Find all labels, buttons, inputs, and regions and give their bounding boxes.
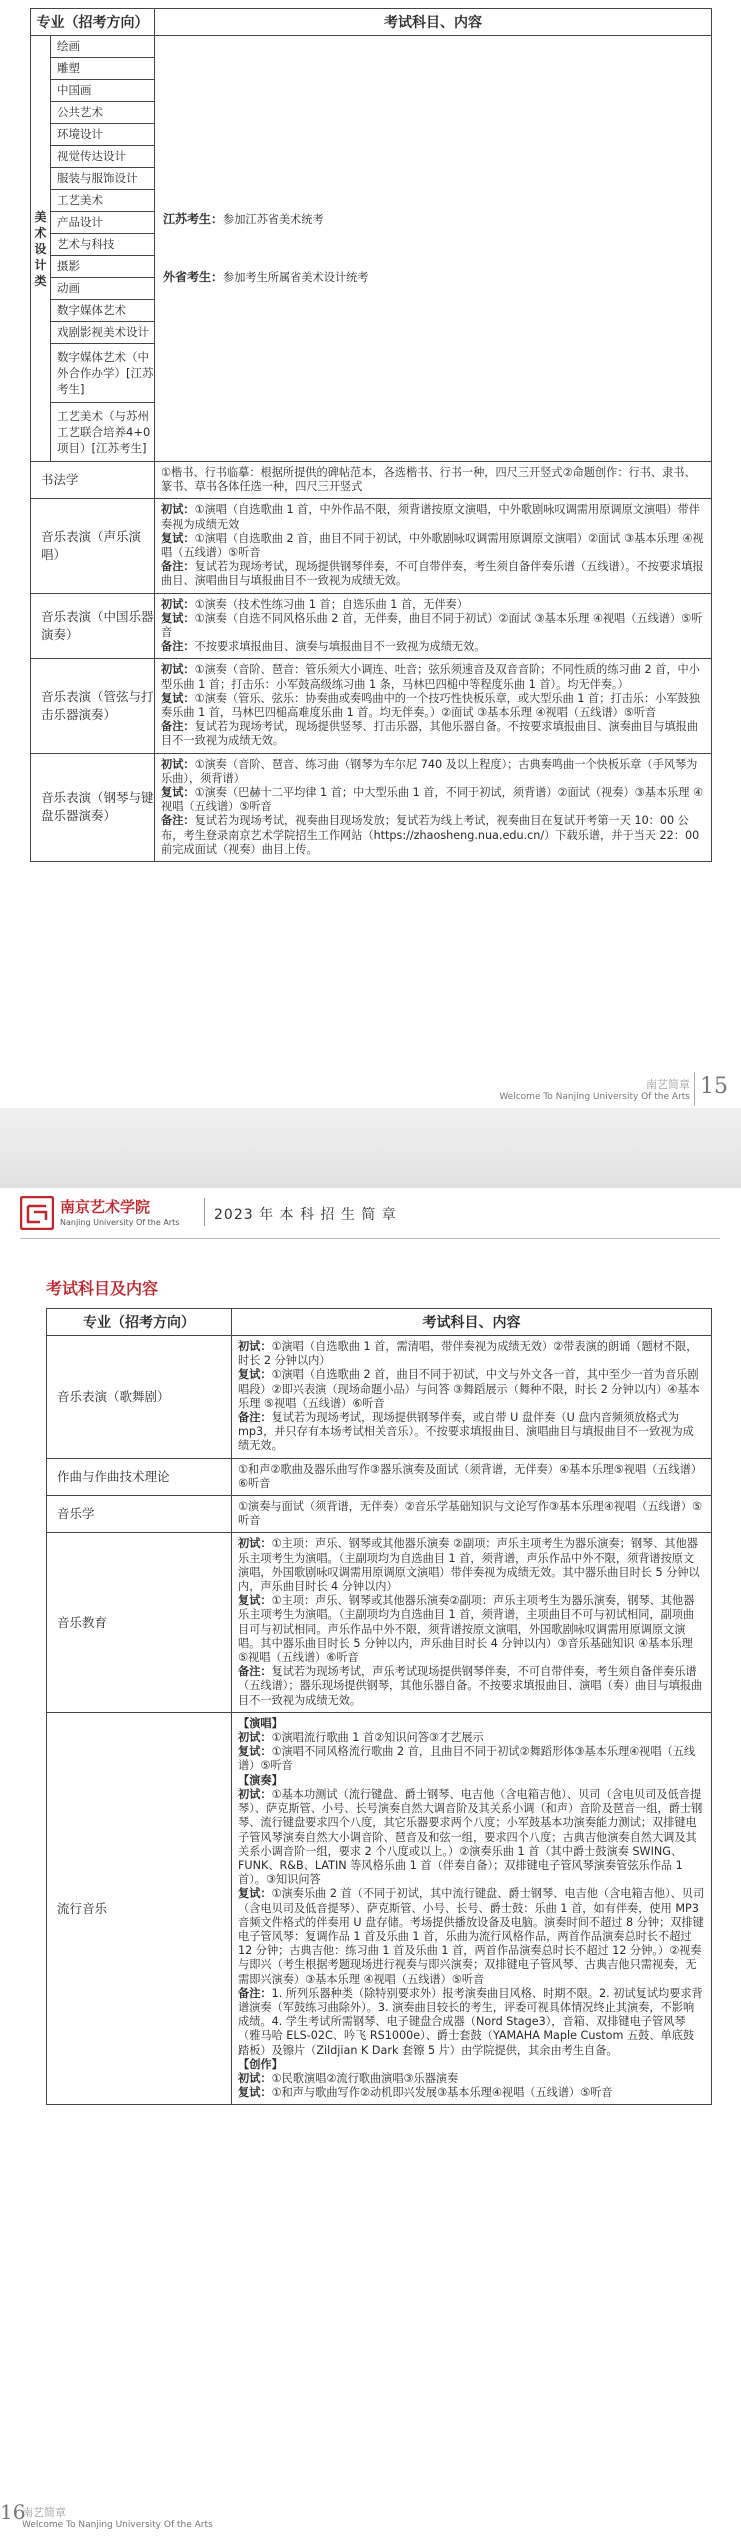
table-row	[31, 753, 712, 861]
major-name: 音乐表演（钢琴与键盘乐器演奏）	[31, 753, 155, 861]
exam-stage-text: 不按要求填报曲目、演奏与填报曲目不一致视为成绩无效。	[194, 640, 486, 654]
exam-stage-label: 备注：	[238, 1665, 272, 1679]
header-content: 考试科目、内容	[232, 1309, 712, 1336]
jiangsu-text: 参加江苏省美术统考	[223, 213, 324, 227]
exam-paragraph	[238, 1717, 705, 1731]
footer-divider	[694, 1072, 695, 1106]
major-name: 绘画	[51, 36, 155, 58]
footer-slogan: Welcome To Nanjing University Of the Arts	[22, 2520, 213, 2530]
major-name: 音乐表演（管弦与打击乐器演奏）	[31, 659, 155, 753]
exam-stage-label: 初试：	[161, 663, 195, 677]
section-title: 考试科目及内容	[46, 1279, 159, 1298]
exam-paragraph	[238, 1463, 705, 1491]
exam-stage-text: ①演唱流行歌曲 1 首②知识问答③才艺展示	[271, 1731, 484, 1745]
exam-stage-text: 1. 所列乐器种类（除特别要求外）报考演奏曲目风格、时期不限。2. 初试复试均要求背谱演奏（军鼓练习曲除外）。3. 演奏曲目较长的考生，评委可视具体情况终止其演奏，不影响成绩。4. 学生考试所需钢琴、电子键盘合成器（Nord Stage3），音箱、双排键电子管风琴（雅马哈 ELS-02C、吟飞 RS1000e）、爵士套鼓（YAMAHA Maple Custom 五鼓、单底鼓踏板）及镲片（Zildjian K Dark 套镲 5 片）由学院提供，其余由考生自备。	[238, 1986, 703, 2057]
exam-paragraph	[238, 1340, 705, 1368]
exam-paragraph	[238, 2058, 705, 2072]
exam-table-p16	[46, 1308, 712, 2105]
table-row	[31, 593, 712, 659]
exam-stage-label: 复试：	[161, 786, 195, 800]
page-gap	[0, 1108, 741, 1188]
university-name: 南京艺术学院	[60, 1198, 151, 1216]
exam-stage-label: 【演奏】	[238, 1773, 283, 1787]
table-row	[31, 659, 712, 753]
major-name: 音乐教育	[47, 1533, 232, 1712]
exam-paragraph	[161, 560, 705, 588]
header-major: 专业（招考方向）	[31, 9, 155, 36]
exam-paragraph	[161, 786, 705, 814]
outside-label: 外省考生：	[163, 269, 224, 284]
exam-stage-label: 复试：	[161, 531, 195, 545]
major-name: 音乐学	[47, 1496, 232, 1533]
major-name: 服装与服饰设计	[51, 168, 155, 190]
page-number: 16	[0, 2500, 26, 2524]
header-rule	[20, 1238, 720, 1239]
table-row	[47, 1336, 712, 1459]
exam-paragraph	[238, 1500, 705, 1528]
major-name: 作曲与作曲技术理论	[47, 1458, 232, 1495]
art-design-content	[155, 36, 712, 462]
exam-paragraph	[238, 1887, 705, 1986]
major-name: 中国画	[51, 80, 155, 102]
exam-stage-label: 备注：	[161, 640, 195, 654]
exam-stage-text: ①主项：声乐、钢琴或其他器乐演奏②副项：声乐主项考生为器乐演奏，钢琴、其他器乐主项考生为演唱。（主副项均为自选曲目 1 首，须背谱，主项曲目不可与初试相同，副项曲目可与初试相同。声乐作品中外不限，须背谱按原文演唱，外国歌剧咏叹调需用原调原文演唱。其中器乐曲目时长 5 分钟以内，声乐曲目时长 4 分钟以内）③音乐基础知识 ④基本乐理 ⑤视唱（五线谱）⑥听音	[238, 1594, 695, 1665]
table-row	[47, 1496, 712, 1533]
university-name-en: Nanjing University Of the Arts	[60, 1218, 180, 1227]
exam-stage-text: 复试若为现场考试，视奏曲目现场发放；复试若为线上考试，视奏曲目在复试开考第一天 10：00 公布，考生登录南京艺术学院招生工作网站（https://zhaosheng.nua.edu.cn/）下载乐谱，并于当天 22：00 前完成面试（视奏）曲目上传。	[161, 814, 700, 856]
exam-stage-label: 复试：	[161, 611, 195, 625]
exam-content	[232, 1533, 712, 1712]
exam-stage-text: ①演唱（自选歌曲 2 首，曲目不同于初试，中外歌剧咏叹调需用原调原文演唱）②面试 ③基本乐理 ④视唱（五线谱）⑤听音	[161, 531, 704, 560]
jiangsu-note	[163, 212, 705, 227]
major-name: 戏剧影视美术设计	[51, 322, 155, 344]
exam-paragraph	[238, 1537, 705, 1594]
exam-content	[232, 1336, 712, 1459]
major-name: 艺术与科技	[51, 234, 155, 256]
exam-stage-label: 初试：	[161, 757, 195, 771]
major-name: 流行音乐	[47, 1712, 232, 2104]
major-name: 工艺美术（与苏州工艺联合培养4+0项目）[江苏考生]	[51, 403, 155, 462]
exam-stage-text: ①和声②歌曲及器乐曲写作③器乐演奏及面试（须背谱，无伴奏）④基本乐理⑤视唱（五线谱）⑥听音	[238, 1462, 703, 1490]
exam-stage-label: 复试：	[238, 1594, 272, 1608]
exam-paragraph	[238, 1665, 705, 1708]
exam-content	[155, 499, 712, 593]
major-name: 公共艺术	[51, 102, 155, 124]
exam-paragraph	[238, 1774, 705, 1788]
major-name: 雕塑	[51, 58, 155, 80]
exam-paragraph	[161, 758, 705, 786]
footer-p15	[470, 1076, 690, 1102]
exam-stage-label: 【创作】	[238, 2057, 283, 2071]
exam-stage-text: ①演唱（自选歌曲 2 首，曲目不同于初试，中文与外文各一首，其中至少一首为音乐剧唱段）②即兴表演（现场命题小品）与问答 ③舞蹈展示（舞种不限，时长 2 分钟以内）④基本乐理 ⑤视唱（五线谱）⑥听音	[238, 1368, 700, 1410]
exam-stage-text: ①演唱（自选歌曲 1 首，中外作品不限，须背谱按原文演唱，中外歌剧咏叹调需用原调原文演唱）带伴奏视为成绩无效	[161, 503, 700, 531]
exam-content	[232, 1712, 712, 2104]
major-name: 视觉传达设计	[51, 146, 155, 168]
exam-paragraph	[161, 720, 705, 748]
exam-stage-label: 备注：	[238, 1986, 272, 2000]
brochure-title: 2023 年 本 科 招 生 简 章	[214, 1207, 397, 1223]
exam-paragraph	[238, 1368, 705, 1411]
table-row	[31, 499, 712, 593]
exam-paragraph	[161, 692, 705, 720]
exam-stage-label: 备注：	[161, 720, 195, 734]
major-name: 音乐表演（歌舞剧）	[47, 1336, 232, 1459]
header-major: 专业（招考方向）	[47, 1309, 232, 1336]
header-content: 考试科目、内容	[155, 9, 712, 36]
major-name: 音乐表演（中国乐器演奏）	[31, 593, 155, 659]
exam-paragraph	[238, 2072, 705, 2086]
table-row	[31, 462, 712, 499]
major-name: 音乐表演（声乐演唱）	[31, 499, 155, 593]
major-name: 摄影	[51, 256, 155, 278]
exam-content	[155, 753, 712, 861]
table-row	[47, 1458, 712, 1495]
exam-paragraph	[238, 1411, 705, 1454]
exam-paragraph	[161, 532, 705, 560]
exam-stage-text: ①演奏（自选不同风格乐曲 2 首，无伴奏，曲目不同于初试）②面试 ③基本乐理 ④视唱（五线谱）⑤听音	[161, 611, 703, 640]
university-logo-icon	[20, 1196, 54, 1230]
exam-stage-label: 初试：	[161, 503, 195, 517]
exam-stage-label: 备注：	[161, 814, 195, 828]
outside-note	[163, 270, 705, 285]
exam-stage-text: ①楷书、行书临摹：根据所提供的碑帖范本，各选楷书、行书一种，四尺三开竖式②命题创作：行书、隶书、篆书、草书各体任选一种，四尺三开竖式	[161, 466, 696, 494]
major-name: 数字媒体艺术	[51, 300, 155, 322]
page-number: 15	[700, 1074, 728, 1099]
exam-stage-label: 复试：	[238, 1368, 272, 1382]
table-row	[47, 1712, 712, 2104]
exam-stage-text: ①演奏与面试（须背谱，无伴奏）②音乐学基础知识与文论写作③基本乐理④视唱（五线谱）⑤听音	[238, 1500, 703, 1528]
exam-stage-label: 备注：	[161, 560, 195, 574]
exam-stage-text: ①和声与歌曲写作②动机即兴发展③基本乐理④视唱（五线谱）⑤听音	[271, 2086, 613, 2100]
exam-content	[155, 593, 712, 659]
major-name: 工艺美术	[51, 190, 155, 212]
major-name: 书法学	[31, 462, 155, 499]
outside-text: 参加考生所属省美术设计统考	[223, 270, 369, 284]
exam-paragraph	[238, 1745, 705, 1773]
header-divider	[204, 1198, 205, 1226]
exam-paragraph	[161, 640, 705, 654]
exam-stage-text: ①民歌演唱②流行歌曲演唱③乐器演奏	[271, 2071, 459, 2085]
exam-stage-text: 复试若为现场考试，现场提供钢琴伴奏，或自带 U 盘伴奏（U 盘内音频须放格式为 mp3，并只存有本场考试相关音乐）。不按要求填报曲目、演唱曲目与填报曲目不一致视为成绩无效。	[238, 1411, 694, 1453]
exam-stage-text: ①演奏乐曲 2 首（不同于初试，其中流行键盘、爵士钢琴、电吉他（含电箱吉他）、贝司（含电贝司及低音提琴）、萨克斯管、小号、长号、爵士鼓：乐曲 1 首，如有伴奏，使用 MP3 音频文件格式的伴奏用 U 盘存储。考场提供播放设备及电脑。演奏时间不超过 8 分钟；双排键电子管风琴：复调作品 1 首及乐曲 1 首，乐曲为流行风格作品，两首作品演奏总时长不超过 12 分钟；古典吉他：练习曲 1 首及乐曲 1 首，两首作品演奏总时长不超过 12 分钟。）②视奏与即兴（考生根据考题现场进行视奏与即兴演奏；双排键电子管风琴、古典吉他只需视奏，无需即兴演奏）③基本乐理 ④视唱（五线谱）⑤听音	[238, 1887, 705, 1986]
exam-paragraph	[161, 466, 705, 494]
exam-paragraph	[161, 663, 705, 691]
footer-brand: 南艺简章	[22, 2506, 66, 2519]
exam-paragraph	[161, 612, 705, 640]
exam-stage-text: ①演奏（音阶、琶音、练习曲（钢琴为车尔尼 740 及以上程度）；古典奏鸣曲一个快板乐章（手风琴为乐曲），须背谱）	[161, 757, 698, 785]
exam-stage-label: 复试：	[238, 2086, 272, 2100]
exam-content	[155, 659, 712, 753]
page-15	[0, 0, 741, 1108]
footer-p16	[22, 2504, 213, 2530]
footer-brand: 南艺简章	[646, 1078, 690, 1091]
jiangsu-label: 江苏考生：	[163, 212, 224, 227]
exam-stage-text: 复试若为现场考试，声乐考试现场提供钢琴伴奏，不可自带伴奏，考生须自备伴奏乐谱（五线谱）；器乐现场提供钢琴，其他乐器自备。不按要求填报曲目、演唱（奏）曲目与填报曲目不一致视为成绩无效。	[238, 1665, 703, 1707]
exam-stage-label: 初试：	[238, 1731, 272, 1745]
table-row	[47, 1533, 712, 1712]
exam-table-p15	[30, 8, 712, 862]
exam-stage-text: ①基本功测试（流行键盘、爵士钢琴、电吉他（含电箱吉他）、贝司（含电贝司及低音提琴）、萨克斯管、小号、长号演奏自然大调音阶及其关系小调（和声）音阶及琶音一组，爵士钢琴、流行键盘要求四个八度，其它乐器要求两个八度；小军鼓基本功演奏能力测试；双排键电子管风琴演奏自然大小调音阶、琶音及和弦一组，要求四个八度；古典吉他演奏自然大调及其关系小调音阶一组，要求 2 个八度或以上。）②演奏乐曲 1 首（其中爵士鼓演奏 SWING、FUNK、R&B、LATIN 等风格乐曲 1 首（伴奏自备）；双排键电子管风琴演奏管弦乐作品 1 首）。③知识问答	[238, 1787, 703, 1887]
category-label: 美 术 设 计 类	[31, 36, 51, 462]
exam-stage-label: 【演唱】	[238, 1716, 283, 1730]
exam-stage-label: 初试：	[161, 597, 195, 611]
exam-content	[232, 1458, 712, 1495]
exam-paragraph	[161, 503, 705, 531]
exam-stage-text: ①演奏（管乐、弦乐：协奏曲或奏鸣曲中的一个技巧性快板乐章，或大型乐曲 1 首；打击乐：小军鼓独奏乐曲 1 首，马林巴四槌高难度乐曲 1 首。均无伴奏。）②面试 ③基本乐理 ④视唱（五线谱）⑤听音	[161, 691, 700, 720]
exam-stage-label: 复试：	[238, 1745, 272, 1759]
exam-stage-text: ①演奏（巴赫十二平均律 1 首；中大型乐曲 1 首，不同于初试，须背谱）②面试（视奏）③基本乐理 ④视唱（五线谱）⑤听音	[161, 786, 704, 814]
exam-stage-label: 复试：	[238, 1887, 272, 1901]
major-name: 产品设计	[51, 212, 155, 234]
exam-paragraph	[238, 1594, 705, 1665]
exam-paragraph	[238, 1731, 705, 1745]
exam-stage-label: 初试：	[238, 1340, 272, 1353]
exam-paragraph	[161, 598, 705, 612]
major-name: 动画	[51, 278, 155, 300]
major-name: 数字媒体艺术（中外合作办学）[江苏考生]	[51, 344, 155, 403]
exam-paragraph	[238, 1987, 705, 2058]
exam-stage-label: 复试：	[161, 691, 195, 705]
exam-stage-text: ①演奏（音阶、琶音：管乐须大小调连、吐音；弦乐须速音及双音音阶；不同性质的练习曲 2 首，中小型乐曲 1 首；打击乐：小军鼓高级练习曲 1 条，马林巴四槌中等程度乐曲 1 首）。均无伴奏。）	[161, 663, 700, 691]
page-16	[0, 1188, 741, 2538]
exam-stage-text: ①演唱（自选歌曲 1 首，需清唱，带伴奏视为成绩无效）②带表演的朗诵（题材不限，时长 2 分钟以内）	[238, 1340, 698, 1368]
exam-stage-text: 复试若为现场考试，现场提供钢琴伴奏，不可自带伴奏，考生须自备伴奏乐谱（五线谱）。不按要求填报曲目、演唱曲目与填报曲目不一致视为成绩无效。	[161, 560, 704, 588]
exam-stage-text: ①演奏（技术性练习曲 1 首；自选乐曲 1 首，无伴奏）	[194, 597, 469, 611]
exam-stage-label: 初试：	[238, 2071, 272, 2085]
exam-stage-label: 初试：	[238, 1537, 272, 1551]
exam-content	[232, 1496, 712, 1533]
footer-slogan: Welcome To Nanjing University Of the Arts	[499, 1092, 690, 1102]
exam-stage-label: 备注：	[238, 1411, 272, 1425]
major-name: 环境设计	[51, 124, 155, 146]
exam-paragraph	[161, 814, 705, 857]
exam-stage-text: 复试若为现场考试，现场提供竖琴、打击乐器，其他乐器自备。不按要求填报曲目、演奏曲目与填报曲目不一致视为成绩无效。	[161, 720, 699, 748]
table-row	[31, 36, 712, 58]
exam-content	[155, 462, 712, 499]
exam-paragraph	[238, 2086, 705, 2100]
exam-paragraph	[238, 1788, 705, 1887]
exam-stage-text: ①演唱不同风格流行歌曲 2 首，且曲目不同于初试②舞蹈形体③基本乐理④视唱（五线谱）⑤听音	[238, 1745, 696, 1773]
exam-stage-text: ①主项：声乐、钢琴或其他器乐演奏 ②副项：声乐主项考生为器乐演奏；钢琴、其他器乐主项考生为演唱。（主副项均为自选曲目 1 首，须背谱，声乐作品中外不限，须背谱按原文演唱，外国歌剧咏叹调需用原调原文演唱）带伴奏视为成绩无效。其中器乐曲目时长 5 分钟以内，声乐曲目时长 4 分钟以内）	[238, 1537, 700, 1594]
exam-stage-label: 初试：	[238, 1787, 272, 1801]
